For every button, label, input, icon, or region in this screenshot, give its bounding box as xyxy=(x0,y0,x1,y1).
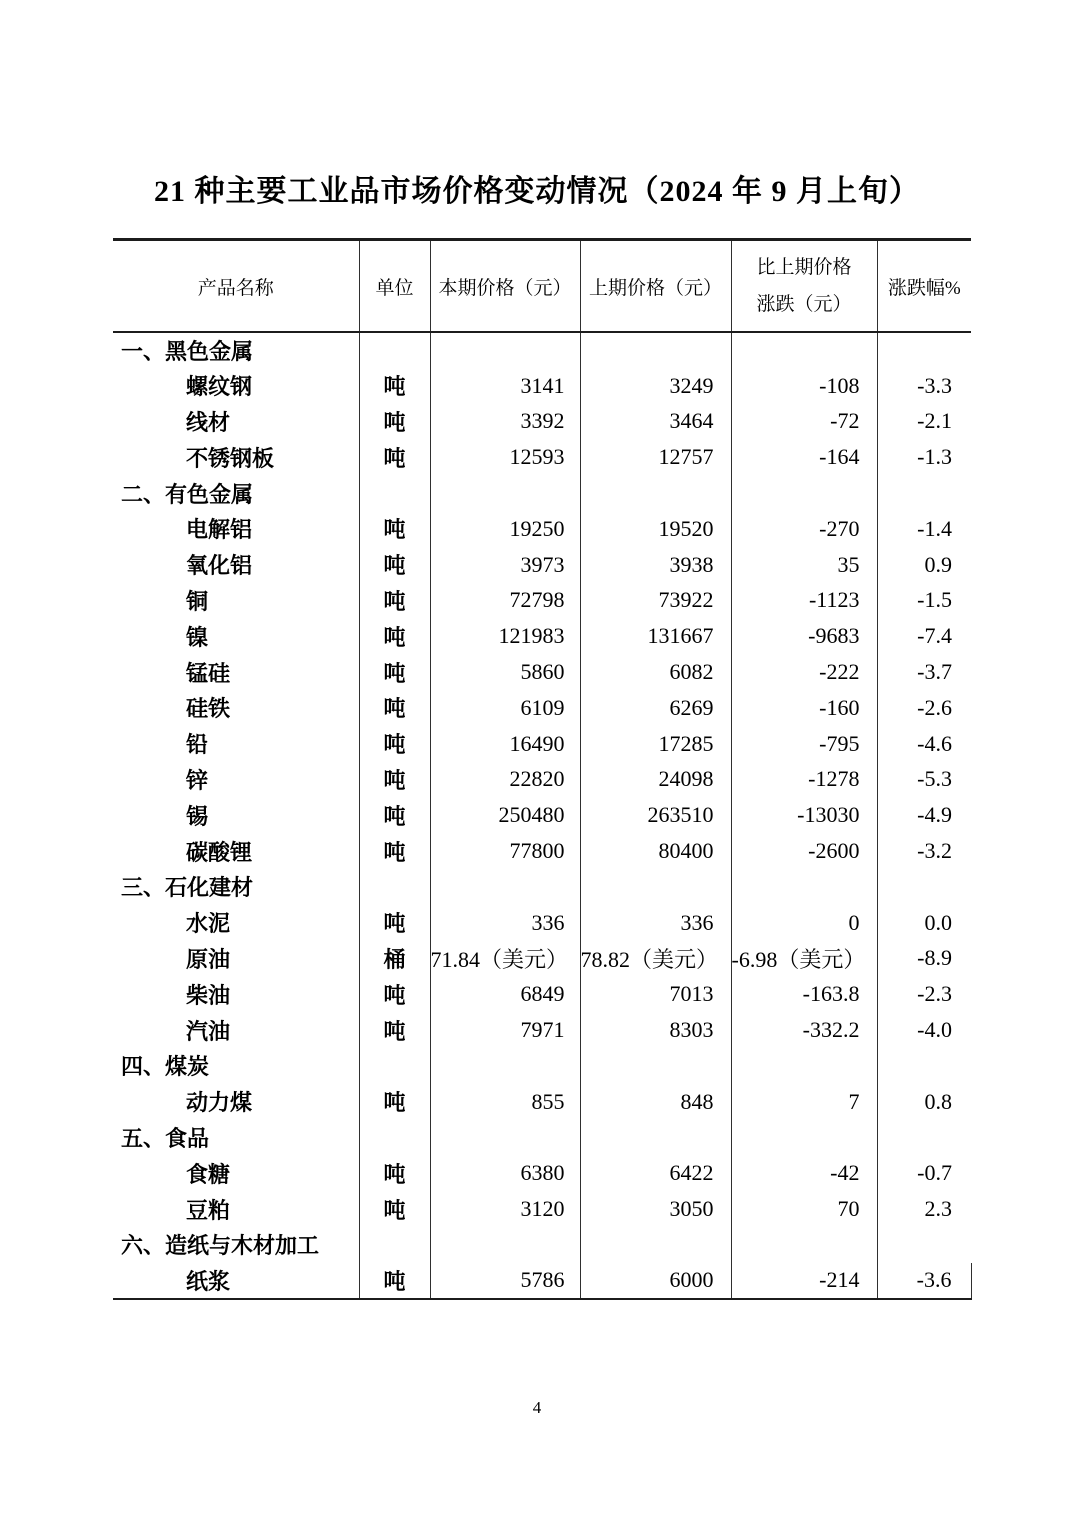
pct-change-cell: -4.6 xyxy=(917,730,952,756)
price-change-cell: -1123 xyxy=(731,583,877,619)
product-name-cell: 食糖 xyxy=(113,1155,359,1191)
product-name-cell: 不锈钢板 xyxy=(113,439,359,475)
col-header-current-price: 本期价格（元） xyxy=(430,240,580,333)
unit-cell xyxy=(359,1048,430,1084)
current-price-cell: 19250 xyxy=(430,511,580,547)
product-name-cell: 五、食品 xyxy=(113,1120,359,1156)
product-row xyxy=(113,439,971,475)
price-change-cell: -6.98（美元） xyxy=(731,941,877,977)
current-price-cell: 336 xyxy=(430,905,580,941)
pct-change-cell: -8.9 xyxy=(917,945,952,971)
previous-price-cell: 336 xyxy=(580,905,731,941)
previous-price-cell: 131667 xyxy=(580,618,731,654)
unit-cell: 吨 xyxy=(359,654,430,690)
product-name-cell: 一、黑色金属 xyxy=(113,332,359,368)
previous-price-cell xyxy=(580,1120,731,1156)
previous-price-cell xyxy=(580,475,731,511)
current-price-cell: 855 xyxy=(430,1084,580,1120)
product-name-cell: 锡 xyxy=(113,797,359,833)
current-price-cell: 6849 xyxy=(430,976,580,1012)
col-header-unit: 单位 xyxy=(359,240,430,333)
pct-change-cell: 0.8 xyxy=(924,1088,952,1114)
product-name-cell: 水泥 xyxy=(113,905,359,941)
unit-cell: 吨 xyxy=(359,439,430,475)
price-change-cell: 0 xyxy=(731,905,877,941)
product-name-cell: 硅铁 xyxy=(113,690,359,726)
current-price-cell: 5860 xyxy=(430,654,580,690)
price-change-cell xyxy=(731,475,877,511)
pct-change-cell xyxy=(877,475,971,511)
unit-cell: 吨 xyxy=(359,1012,430,1048)
current-price-cell xyxy=(430,332,580,368)
price-change-cell: -270 xyxy=(731,511,877,547)
previous-price-cell: 8303 xyxy=(580,1012,731,1048)
product-name-cell: 镍 xyxy=(113,618,359,654)
pct-change-cell: -3.3 xyxy=(917,372,952,398)
product-name-cell: 电解铝 xyxy=(113,511,359,547)
current-price-cell xyxy=(430,869,580,905)
unit-cell: 吨 xyxy=(359,1191,430,1227)
price-table xyxy=(113,238,972,1300)
previous-price-cell: 19520 xyxy=(580,511,731,547)
previous-price-cell: 12757 xyxy=(580,439,731,475)
current-price-cell xyxy=(430,1120,580,1156)
price-change-cell: -108 xyxy=(731,368,877,404)
unit-cell xyxy=(359,475,430,511)
pct-change-cell: -4.9 xyxy=(917,802,952,828)
product-name-cell: 六、造纸与木材加工 xyxy=(113,1227,359,1263)
price-change-cell: -164 xyxy=(731,439,877,475)
current-price-cell xyxy=(430,475,580,511)
unit-cell: 吨 xyxy=(359,618,430,654)
unit-cell: 吨 xyxy=(359,1155,430,1191)
product-name-cell: 锌 xyxy=(113,762,359,798)
current-price-cell: 12593 xyxy=(430,439,580,475)
current-price-cell: 77800 xyxy=(430,833,580,869)
price-change-cell: -13030 xyxy=(731,797,877,833)
category-row xyxy=(113,869,971,905)
price-change-cell xyxy=(731,869,877,905)
price-change-cell: -9683 xyxy=(731,618,877,654)
product-row xyxy=(113,1263,971,1299)
unit-cell xyxy=(359,332,430,368)
product-name-cell: 豆粕 xyxy=(113,1191,359,1227)
product-row xyxy=(113,654,971,690)
previous-price-cell xyxy=(580,1048,731,1084)
previous-price-cell: 3464 xyxy=(580,404,731,440)
header-row xyxy=(113,240,971,333)
product-row xyxy=(113,726,971,762)
unit-cell: 吨 xyxy=(359,905,430,941)
pct-change-cell: -3.2 xyxy=(917,838,952,864)
current-price-cell: 5786 xyxy=(430,1263,580,1299)
previous-price-cell: 17285 xyxy=(580,726,731,762)
price-change-cell: -332.2 xyxy=(731,1012,877,1048)
price-change-cell: -214 xyxy=(731,1263,877,1299)
category-row xyxy=(113,1048,971,1084)
price-change-cell: -163.8 xyxy=(731,976,877,1012)
price-change-cell: 35 xyxy=(731,547,877,583)
price-change-cell xyxy=(731,1048,877,1084)
unit-cell xyxy=(359,1120,430,1156)
previous-price-cell: 3050 xyxy=(580,1191,731,1227)
price-change-cell: -1278 xyxy=(731,762,877,798)
pct-change-cell: -2.6 xyxy=(917,694,952,720)
pct-change-cell: 0.9 xyxy=(924,551,952,577)
previous-price-cell xyxy=(580,332,731,368)
price-change-cell: -160 xyxy=(731,690,877,726)
previous-price-cell: 6082 xyxy=(580,654,731,690)
product-name-cell: 二、有色金属 xyxy=(113,475,359,511)
price-change-cell: -72 xyxy=(731,404,877,440)
category-row xyxy=(113,1227,971,1263)
current-price-cell: 7971 xyxy=(430,1012,580,1048)
previous-price-cell: 6269 xyxy=(580,690,731,726)
pct-change-cell: -3.6 xyxy=(877,1263,971,1299)
product-row xyxy=(113,547,971,583)
product-row xyxy=(113,1191,971,1227)
price-change-cell xyxy=(731,1227,877,1263)
current-price-cell: 250480 xyxy=(430,797,580,833)
pct-change-cell: -3.7 xyxy=(917,659,952,685)
unit-cell: 吨 xyxy=(359,797,430,833)
product-row xyxy=(113,905,971,941)
current-price-cell: 6109 xyxy=(430,690,580,726)
previous-price-cell: 3938 xyxy=(580,547,731,583)
unit-cell: 吨 xyxy=(359,404,430,440)
pct-change-cell: 0.0 xyxy=(924,909,952,935)
product-row xyxy=(113,976,971,1012)
product-name-cell: 氧化铝 xyxy=(113,547,359,583)
price-change-cell: -2600 xyxy=(731,833,877,869)
pct-change-cell xyxy=(877,869,971,905)
current-price-cell xyxy=(430,1048,580,1084)
col-header-pct-change: 涨跌幅% xyxy=(877,240,971,333)
pct-change-cell: -1.3 xyxy=(917,444,952,470)
current-price-cell: 3973 xyxy=(430,547,580,583)
product-name-cell: 汽油 xyxy=(113,1012,359,1048)
price-change-cell xyxy=(731,332,877,368)
current-price-cell xyxy=(430,1227,580,1263)
product-name-cell: 纸浆 xyxy=(113,1263,359,1299)
category-row xyxy=(113,1120,971,1156)
current-price-cell: 6380 xyxy=(430,1155,580,1191)
pct-change-cell: -0.7 xyxy=(917,1160,952,1186)
previous-price-cell xyxy=(580,1227,731,1263)
price-table-body xyxy=(113,332,971,1299)
product-row xyxy=(113,941,971,977)
product-name-cell: 铅 xyxy=(113,726,359,762)
unit-cell: 吨 xyxy=(359,511,430,547)
product-row xyxy=(113,1084,971,1120)
product-row xyxy=(113,762,971,798)
previous-price-cell: 73922 xyxy=(580,583,731,619)
current-price-cell: 72798 xyxy=(430,583,580,619)
price-change-cell: -795 xyxy=(731,726,877,762)
current-price-cell: 71.84（美元） xyxy=(430,941,580,977)
previous-price-cell: 6422 xyxy=(580,1155,731,1191)
product-row xyxy=(113,618,971,654)
pct-change-cell xyxy=(877,1048,971,1084)
col-header-product-name: 产品名称 xyxy=(113,240,359,333)
previous-price-cell: 7013 xyxy=(580,976,731,1012)
unit-cell: 吨 xyxy=(359,726,430,762)
unit-cell xyxy=(359,869,430,905)
previous-price-cell: 24098 xyxy=(580,762,731,798)
product-name-cell: 线材 xyxy=(113,404,359,440)
current-price-cell: 16490 xyxy=(430,726,580,762)
col-header-price-change-line2: 涨跌（元） xyxy=(756,294,852,315)
product-name-cell: 螺纹钢 xyxy=(113,368,359,404)
previous-price-cell: 78.82（美元） xyxy=(580,941,731,977)
previous-price-cell: 6000 xyxy=(580,1263,731,1299)
current-price-cell: 3392 xyxy=(430,404,580,440)
page-title: 21 种主要工业品市场价格变动情况（2024 年 9 月上旬） xyxy=(154,175,920,208)
product-row xyxy=(113,1012,971,1048)
current-price-cell: 3141 xyxy=(430,368,580,404)
previous-price-cell: 3249 xyxy=(580,368,731,404)
category-row xyxy=(113,332,971,368)
previous-price-cell xyxy=(580,869,731,905)
product-row xyxy=(113,833,971,869)
current-price-cell: 3120 xyxy=(430,1191,580,1227)
col-header-price-change xyxy=(731,240,877,333)
product-name-cell: 三、石化建材 xyxy=(113,869,359,905)
product-name-cell: 碳酸锂 xyxy=(113,833,359,869)
product-name-cell: 四、煤炭 xyxy=(113,1048,359,1084)
table-header xyxy=(113,240,971,333)
pct-change-cell xyxy=(877,1120,971,1156)
previous-price-cell: 848 xyxy=(580,1084,731,1120)
unit-cell: 吨 xyxy=(359,976,430,1012)
pct-change-cell: -4.0 xyxy=(917,1017,952,1043)
previous-price-cell: 80400 xyxy=(580,833,731,869)
col-header-price-change-line1: 比上期价格 xyxy=(756,257,852,278)
product-row xyxy=(113,797,971,833)
product-row xyxy=(113,404,971,440)
current-price-cell: 121983 xyxy=(430,618,580,654)
unit-cell: 吨 xyxy=(359,690,430,726)
price-change-cell: -42 xyxy=(731,1155,877,1191)
page-number: 4 xyxy=(532,1398,542,1417)
pct-change-cell: -1.5 xyxy=(917,587,952,613)
pct-change-cell xyxy=(877,1227,971,1263)
product-row xyxy=(113,583,971,619)
unit-cell: 吨 xyxy=(359,1263,430,1299)
product-row xyxy=(113,511,971,547)
product-row xyxy=(113,1155,971,1191)
unit-cell: 吨 xyxy=(359,833,430,869)
unit-cell: 吨 xyxy=(359,583,430,619)
pct-change-cell: 2.3 xyxy=(924,1196,952,1222)
pct-change-cell: -1.4 xyxy=(917,515,952,541)
product-name-cell: 柴油 xyxy=(113,976,359,1012)
unit-cell xyxy=(359,1227,430,1263)
current-price-cell: 22820 xyxy=(430,762,580,798)
price-change-cell xyxy=(731,1120,877,1156)
unit-cell: 吨 xyxy=(359,368,430,404)
unit-cell: 吨 xyxy=(359,762,430,798)
pct-change-cell: -2.3 xyxy=(917,981,952,1007)
product-row xyxy=(113,690,971,726)
unit-cell: 吨 xyxy=(359,1084,430,1120)
pct-change-cell: -5.3 xyxy=(917,766,952,792)
product-name-cell: 动力煤 xyxy=(113,1084,359,1120)
category-row xyxy=(113,475,971,511)
product-name-cell: 原油 xyxy=(113,941,359,977)
col-header-previous-price: 上期价格（元） xyxy=(580,240,731,333)
pct-change-cell xyxy=(877,332,971,368)
product-name-cell: 铜 xyxy=(113,583,359,619)
previous-price-cell: 263510 xyxy=(580,797,731,833)
product-row xyxy=(113,368,971,404)
unit-cell: 吨 xyxy=(359,547,430,583)
price-change-cell: -222 xyxy=(731,654,877,690)
pct-change-cell: -2.1 xyxy=(917,408,952,434)
unit-cell: 桶 xyxy=(359,941,430,977)
pct-change-cell: -7.4 xyxy=(917,623,952,649)
product-name-cell: 锰硅 xyxy=(113,654,359,690)
price-change-cell: 7 xyxy=(731,1084,877,1120)
price-change-cell: 70 xyxy=(731,1191,877,1227)
